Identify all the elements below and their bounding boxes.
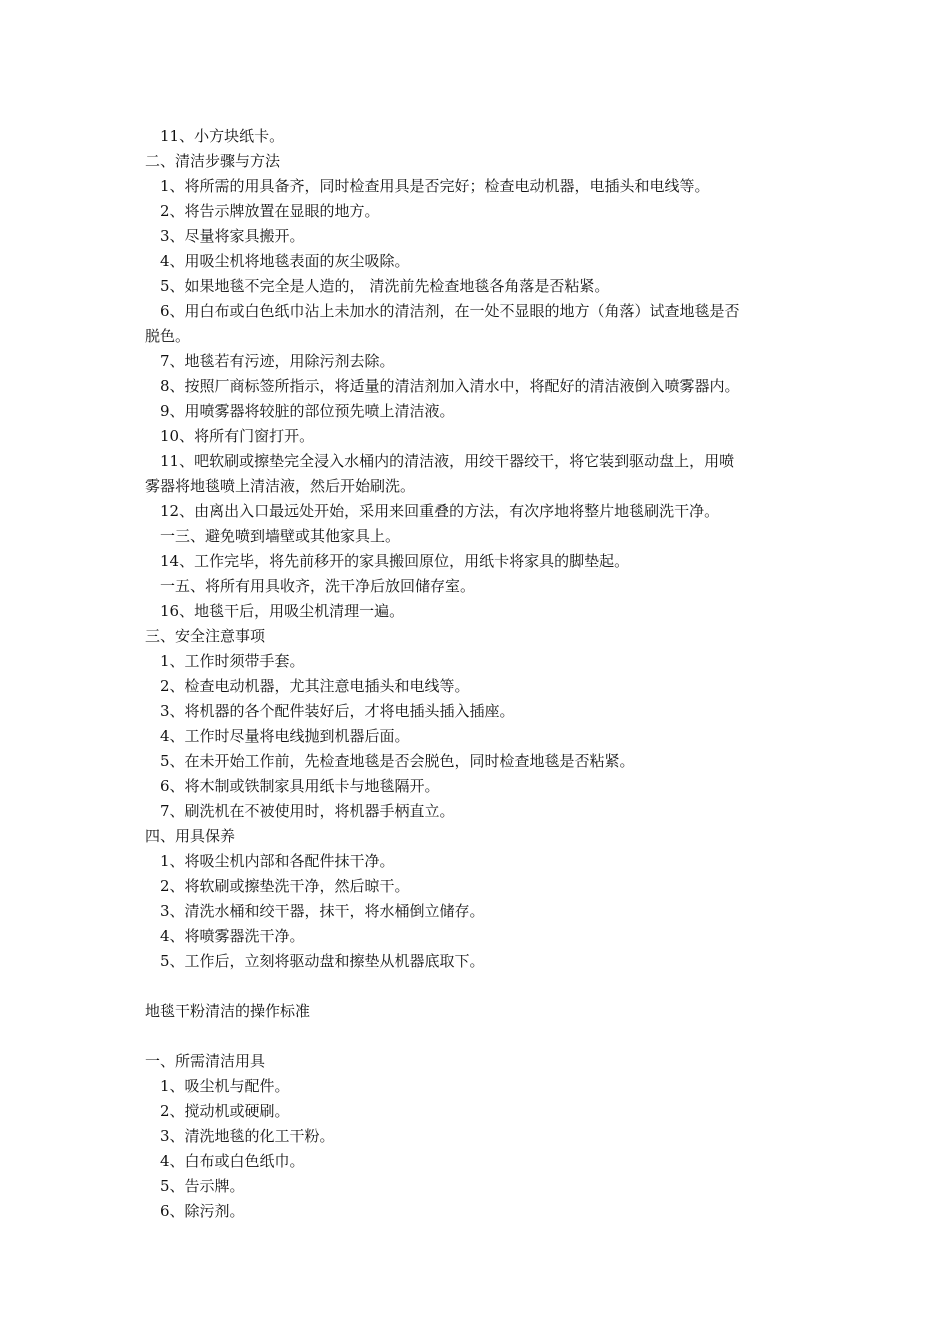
text-line: 6、将木制或铁制家具用纸卡与地毯隔开。 — [160, 777, 440, 795]
text-line: 7、刷洗机在不被使用时，将机器手柄直立。 — [160, 802, 455, 820]
text-line: 4、工作时尽量将电线抛到机器后面。 — [160, 727, 410, 745]
text-line: 2、搅动机或硬刷。 — [160, 1102, 290, 1120]
text-line: 一五、将所有用具收齐，洗干净后放回储存室。 — [160, 577, 476, 595]
text-line: 1、吸尘机与配件。 — [160, 1077, 290, 1095]
text-line: 1、工作时须带手套。 — [160, 652, 305, 670]
text-line: 14、工作完毕，将先前移开的家具搬回原位，用纸卡将家具的脚垫起。 — [160, 552, 630, 570]
text-line: 5、如果地毯不完全是人造的， 清洗前先检查地毯各角落是否粘紧。 — [160, 277, 610, 295]
section-heading: 二、清洁步骤与方法 — [145, 152, 281, 170]
text-line: 4、用吸尘机将地毯表面的灰尘吸除。 — [160, 252, 410, 270]
text-line-continuation: 雾器将地毯喷上清洁液，然后开始刷洗。 — [145, 477, 416, 495]
text-line: 5、在未开始工作前，先检查地毯是否会脱色，同时检查地毯是否粘紧。 — [160, 752, 635, 770]
text-line: 12、由离出入口最远处开始，采用来回重叠的方法，有次序地将整片地毯刷洗干净。 — [160, 502, 720, 520]
section-heading: 三、安全注意事项 — [145, 627, 266, 645]
text-line: 11、吧软刷或擦垫完全浸入水桶内的清洁液，用绞干器绞干，将它装到驱动盘上，用喷 — [160, 452, 735, 470]
document-subtitle: 地毯干粉清洁的操作标准 — [145, 1002, 311, 1020]
text-line: 11、小方块纸卡。 — [160, 127, 285, 145]
section-heading: 四、用具保养 — [145, 827, 236, 845]
text-line: 一三、避免喷到墙壁或其他家具上。 — [160, 527, 401, 545]
text-line: 7、地毯若有污迹，用除污剂去除。 — [160, 352, 395, 370]
section-heading: 一、所需清洁用具 — [145, 1052, 266, 1070]
text-line: 8、按照厂商标签所指示，将适量的清洁剂加入清水中，将配好的清洁液倒入喷雾器内。 — [160, 377, 740, 395]
text-line: 6、用白布或白色纸巾沾上未加水的清洁剂，在一处不显眼的地方（角落）试查地毯是否 — [160, 302, 740, 320]
text-line-continuation: 脱色。 — [145, 327, 191, 345]
text-line: 1、将吸尘机内部和各配件抹干净。 — [160, 852, 395, 870]
text-line: 1、将所需的用具备齐，同时检查用具是否完好；检查电动机器，电插头和电线等。 — [160, 177, 710, 195]
text-line: 16、地毯干后，用吸尘机清理一遍。 — [160, 602, 405, 620]
text-line: 10、将所有门窗打开。 — [160, 427, 315, 445]
text-line: 2、将软刷或擦垫洗干净，然后晾干。 — [160, 877, 410, 895]
text-line: 3、清洗地毯的化工干粉。 — [160, 1127, 335, 1145]
text-line: 2、将告示牌放置在显眼的地方。 — [160, 202, 380, 220]
text-line: 3、清洗水桶和绞干器，抹干，将水桶倒立储存。 — [160, 902, 485, 920]
text-line: 5、告示牌。 — [160, 1177, 245, 1195]
text-line: 4、将喷雾器洗干净。 — [160, 927, 305, 945]
text-line: 9、用喷雾器将较脏的部位预先喷上清洁液。 — [160, 402, 455, 420]
text-line: 5、工作后，立刻将驱动盘和擦垫从机器底取下。 — [160, 952, 485, 970]
text-line: 2、检查电动机器，尤其注意电插头和电线等。 — [160, 677, 470, 695]
text-line: 6、除污剂。 — [160, 1202, 245, 1220]
text-line: 3、将机器的各个配件装好后，才将电插头插入插座。 — [160, 702, 515, 720]
text-line: 3、尽量将家具搬开。 — [160, 227, 305, 245]
text-line: 4、白布或白色纸巾。 — [160, 1152, 305, 1170]
